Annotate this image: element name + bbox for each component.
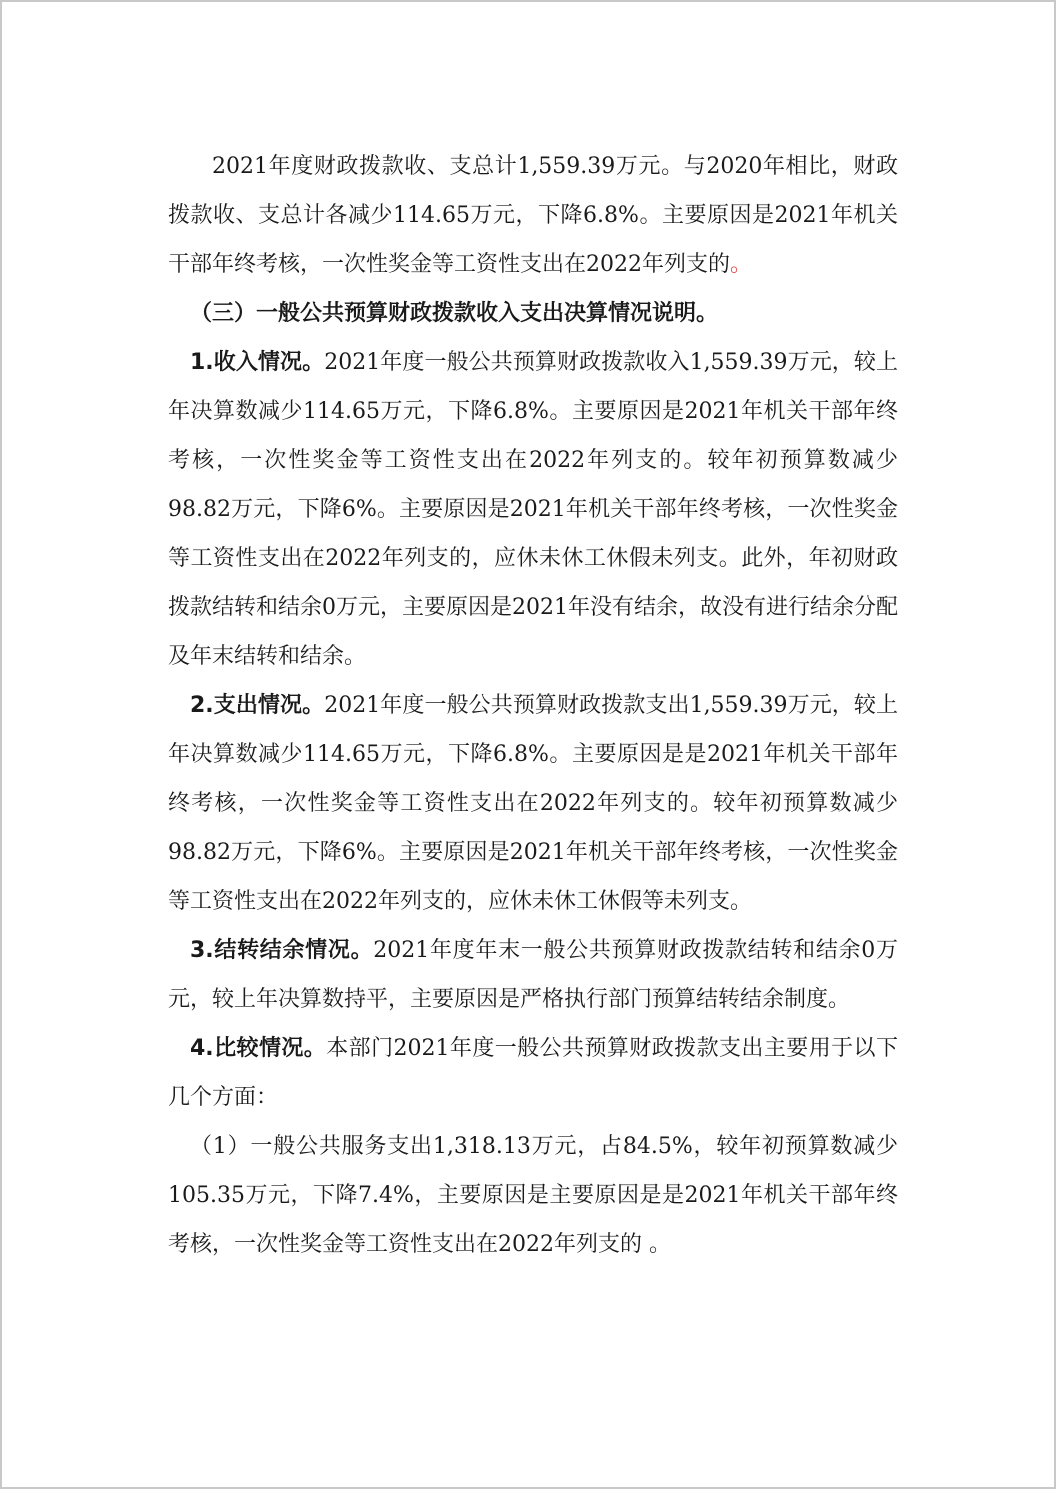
paragraph-balance [168, 926, 898, 1024]
paragraph-item-1: （1）一般公共服务支出1,318.13万元，占84.5%，较年初预算数减少105.35万元，下降7.4%，主要原因是主要原因是是2021年机关干部年终考核，一次性奖金等工资性支出在2022年列支的 。 [168, 1134, 898, 1257]
paragraph-income [168, 338, 898, 681]
income-lead: 1.收入情况。 [190, 350, 325, 375]
paragraph-fiscal-total-text: 2021年度财政拨款收、支总计1,559.39万元。与2020年相比，财政拨款收、支总计各减少114.65万元，下降6.8%。主要原因是2021年机关干部年终考核，一次性奖金等工资性支出在2022年列支的 [168, 154, 898, 277]
document-body [168, 142, 898, 1269]
compare-lead: 4.比较情况。 [190, 1036, 327, 1061]
expense-lead: 2.支出情况。 [190, 693, 325, 718]
section-heading: （三）一般公共预算财政拨款收入支出决算情况说明。 [190, 301, 719, 326]
income-text: 2021年度一般公共预算财政拨款收入1,559.39万元，较上年决算数减少114.65万元，下降6.8%。主要原因是2021年机关干部年终考核，一次性奖金等工资性支出在2022年列支的。较年初预算数减少98.82万元，下降6%。主要原因是2021年机关干部年终考核，一次性奖金等工资性支出在2022年列支的，应休未休工休假未列支。此外，年初财政拨款结转和结余0万元，主要原因是2021年没有结余，故没有进行结余分配及年末结转和结余。 [168, 350, 898, 669]
balance-text: 2021年度年末一般公共预算财政拨款结转和结余0万元，较上年决算数持平，主要原因是严格执行部门预算结转结余制度。 [168, 938, 898, 1012]
balance-lead: 3.结转结余情况。 [190, 938, 374, 963]
paragraph-compare [168, 1024, 898, 1122]
compare-text: 本部门2021年度一般公共预算财政拨款支出主要用于以下几个方面： [168, 1036, 898, 1110]
paragraph-expense [168, 681, 898, 926]
red-period-mark: 。 [730, 252, 753, 277]
expense-text: 2021年度一般公共预算财政拨款支出1,559.39万元，较上年决算数减少114.65万元，下降6.8%。主要原因是是2021年机关干部年终考核，一次性奖金等工资性支出在2022年列支的。较年初预算数减少98.82万元，下降6%。主要原因是2021年机关干部年终考核，一次性奖金等工资性支出在2022年列支的，应休未休工休假等未列支。 [168, 693, 898, 914]
paragraph-fiscal-total [168, 142, 898, 289]
